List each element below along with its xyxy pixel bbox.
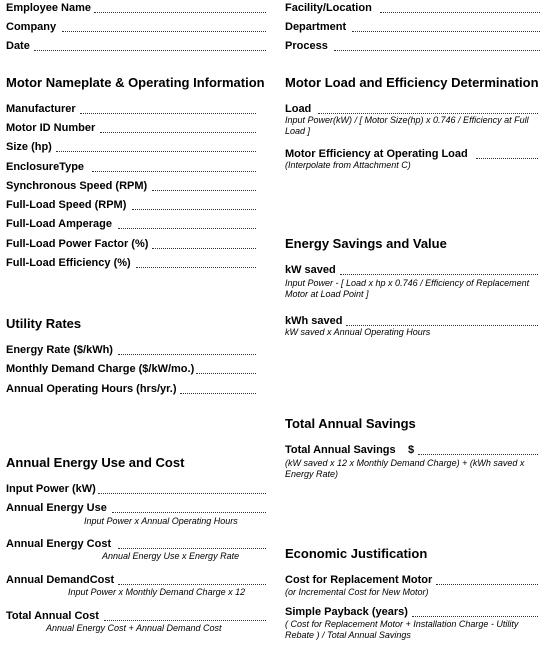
kwh-saved-note: kW saved x Annual Operating Hours [285, 327, 431, 337]
econ-heading: Economic Justification [285, 546, 428, 561]
total-savings-heading: Total Annual Savings [285, 416, 416, 431]
facility-field[interactable] [380, 12, 540, 13]
operating-hours-label: Annual Operating Hours (hrs/yr.) [6, 383, 177, 395]
dollar-sign: $ [408, 444, 415, 456]
motor-id-field[interactable] [100, 132, 256, 133]
date-label: Date [6, 40, 30, 52]
replacement-cost-note: (or Incremental Cost for New Motor) [285, 587, 429, 597]
motor-id-label: Motor ID Number [6, 122, 96, 134]
fl-amperage-label: Full-Load Amperage [6, 218, 112, 230]
kwh-saved-field[interactable] [346, 325, 538, 326]
facility-label: Facility/Location [285, 2, 372, 14]
manufacturer-label: Manufacturer [6, 103, 76, 115]
size-label: Size (hp) [6, 141, 52, 153]
kw-saved-field[interactable] [340, 274, 538, 275]
employee-name-label: Employee Name [6, 2, 91, 14]
fl-amperage-field[interactable] [118, 228, 256, 229]
size-field[interactable] [56, 151, 256, 152]
kw-saved-note: Input Power - [ Load x hp x 0.746 / Efficiency of Replacement Motor at Load Point ] [285, 278, 530, 299]
sync-speed-field[interactable] [152, 190, 256, 191]
process-field[interactable] [334, 50, 540, 51]
date-field[interactable] [34, 50, 266, 51]
op-eff-label: Motor Efficiency at Operating Load [285, 148, 468, 160]
energy-cost-label: Annual Energy Cost [6, 538, 112, 550]
energy-use-note: Input Power x Annual Operating Hours [84, 516, 238, 526]
input-power-label: Input Power (kW) [6, 483, 96, 495]
replacement-cost-label: Cost for Replacement Motor [285, 574, 433, 586]
annual-heading: Annual Energy Use and Cost [6, 455, 185, 470]
payback-label: Simple Payback (years) [285, 606, 408, 618]
total-savings-note: (kW saved x 12 x Monthly Demand Charge) + (kWh saved x Energy Rate) [285, 458, 525, 479]
demand-charge-label: Monthly Demand Charge ($/kW/mo.) [6, 363, 195, 375]
nameplate-heading: Motor Nameplate & Operating Information [6, 75, 265, 90]
demand-charge-field[interactable] [196, 373, 256, 374]
input-power-field[interactable] [98, 493, 266, 494]
energy-use-label: Annual Energy Use [6, 502, 107, 514]
total-cost-label: Total Annual Cost [6, 610, 99, 622]
fl-pf-label: Full-Load Power Factor (%) [6, 238, 149, 250]
total-savings-field[interactable] [418, 454, 538, 455]
operating-hours-field[interactable] [180, 393, 256, 394]
enclosure-label: EnclosureType [6, 161, 85, 173]
manufacturer-field[interactable] [80, 113, 256, 114]
department-field[interactable] [352, 31, 540, 32]
total-cost-field[interactable] [104, 620, 266, 621]
op-eff-field[interactable] [476, 158, 538, 159]
payback-field[interactable] [412, 616, 538, 617]
load-label: Load [285, 103, 312, 115]
energy-cost-note: Annual Energy Use x Energy Rate [102, 551, 240, 561]
demand-cost-note: Input Power x Monthly Demand Charge x 12 [68, 587, 246, 597]
demand-cost-field[interactable] [118, 584, 266, 585]
department-label: Department [285, 21, 347, 33]
sync-speed-label: Synchronous Speed (RPM) [6, 180, 148, 192]
employee-name-field[interactable] [94, 12, 266, 13]
load-note: Input Power(kW) / [ Motor Size(hp) x 0.746 / Efficiency at Full Load ] [285, 115, 529, 136]
total-cost-note: Annual Energy Cost + Annual Demand Cost [46, 623, 222, 633]
energy-use-field[interactable] [112, 512, 266, 513]
energy-cost-field[interactable] [118, 548, 266, 549]
energy-rate-label: Energy Rate ($/kWh) [6, 344, 113, 356]
enclosure-field[interactable] [92, 171, 256, 172]
demand-cost-label: Annual DemandCost [6, 574, 115, 586]
company-field[interactable] [62, 31, 266, 32]
kwh-saved-label: kWh saved [285, 315, 343, 327]
fl-eff-label: Full-Load Efficiency (%) [6, 257, 131, 269]
fl-speed-label: Full-Load Speed (RPM) [6, 199, 127, 211]
op-eff-note: (Interpolate from Attachment C) [285, 160, 411, 170]
payback-note: ( Cost for Replacement Motor + Installation Charge - Utility Rebate ) / Total Annual Savings [285, 619, 519, 640]
utility-heading: Utility Rates [6, 316, 82, 331]
energy-rate-field[interactable] [118, 354, 256, 355]
load-field[interactable] [318, 113, 538, 114]
savings-heading: Energy Savings and Value [285, 236, 447, 251]
total-savings-label: Total Annual Savings [285, 444, 396, 456]
fl-speed-field[interactable] [132, 209, 256, 210]
fl-eff-field[interactable] [136, 267, 256, 268]
replacement-cost-field[interactable] [436, 584, 538, 585]
company-label: Company [6, 21, 57, 33]
process-label: Process [285, 40, 328, 52]
load-heading: Motor Load and Efficiency Determination [285, 75, 539, 90]
kw-saved-label: kW saved [285, 264, 336, 276]
fl-pf-field[interactable] [152, 248, 256, 249]
